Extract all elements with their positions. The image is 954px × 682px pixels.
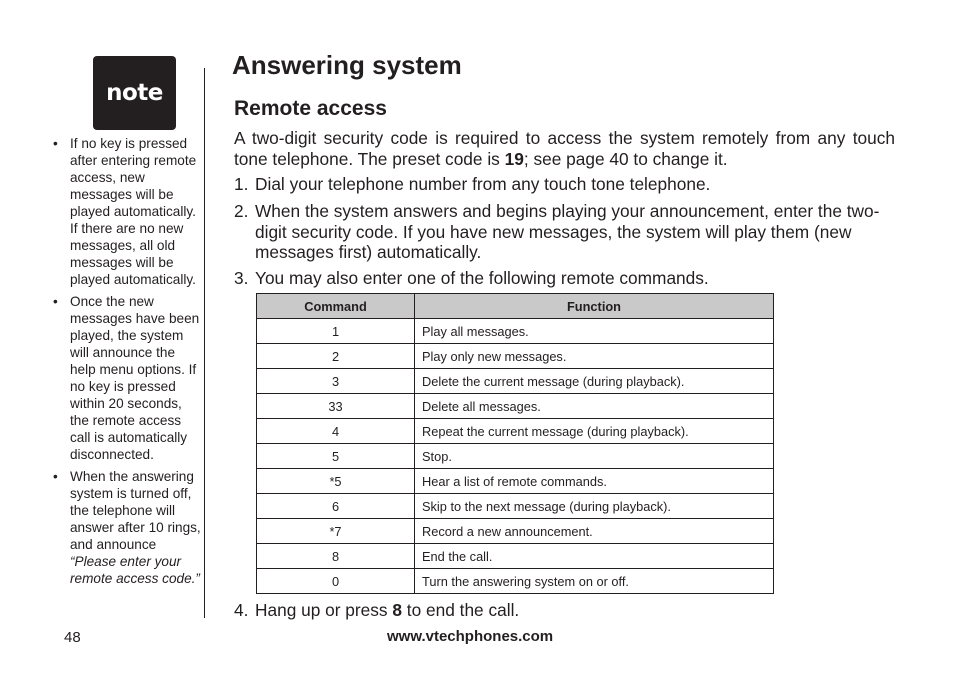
command-cell: 33 bbox=[257, 394, 415, 419]
command-cell: 6 bbox=[257, 494, 415, 519]
table-row bbox=[257, 419, 774, 444]
command-cell: *5 bbox=[257, 469, 415, 494]
page-number: 48 bbox=[64, 629, 81, 646]
table-row bbox=[257, 469, 774, 494]
step-2: 2. When the system answers and begins playing your announcement, enter the two-digit security code. If you have new messages, the system will play them (new messages first) automatically. bbox=[234, 201, 880, 262]
end-call-key: 8 bbox=[392, 600, 402, 620]
function-cell: Hear a list of remote commands. bbox=[415, 469, 774, 494]
sidebar-note: • Once the new messages have been played, the system will announce the help menu options. If no key is pressed within 20 seconds, the remote access call is automatically disconnected. bbox=[52, 293, 204, 463]
sidebar-note: • If no key is pressed after entering remote access, new messages will be played automatically. If there are no new messages, all old messages will be played automatically. bbox=[52, 135, 204, 288]
function-cell: Delete all messages. bbox=[415, 394, 774, 419]
function-cell: Skip to the next message (during playback). bbox=[415, 494, 774, 519]
note-badge: note bbox=[93, 56, 176, 130]
intro-paragraph: A two-digit security code is required to access the system remotely from any touch tone telephone. The preset code is 19; see page 40 to change it. bbox=[234, 128, 895, 169]
function-cell: Turn the answering system on or off. bbox=[415, 569, 774, 594]
table-row bbox=[257, 369, 774, 394]
sidebar-notes bbox=[52, 135, 204, 592]
remote-commands-table bbox=[256, 293, 774, 594]
command-cell: 8 bbox=[257, 544, 415, 569]
function-cell: Record a new announcement. bbox=[415, 519, 774, 544]
command-cell: 3 bbox=[257, 369, 415, 394]
function-cell: Stop. bbox=[415, 444, 774, 469]
table-row bbox=[257, 319, 774, 344]
function-cell: Play all messages. bbox=[415, 319, 774, 344]
table-row bbox=[257, 569, 774, 594]
command-cell: 5 bbox=[257, 444, 415, 469]
table-row bbox=[257, 444, 774, 469]
table-header-row bbox=[257, 294, 774, 319]
security-code: 19 bbox=[504, 148, 524, 169]
command-cell: 4 bbox=[257, 419, 415, 444]
sidebar-note: • When the answering system is turned off, the telephone will answer after 10 rings, and announce “Please enter your remote access code.” bbox=[52, 468, 204, 587]
sidebar-note-quote: “Please enter your remote access code.” bbox=[70, 554, 200, 586]
step-1: 1. Dial your telephone number from any touch tone telephone. bbox=[234, 174, 711, 194]
command-cell: 1 bbox=[257, 319, 415, 344]
table-row bbox=[257, 544, 774, 569]
command-cell: 2 bbox=[257, 344, 415, 369]
table-row bbox=[257, 344, 774, 369]
function-cell: End the call. bbox=[415, 544, 774, 569]
header-function: Function bbox=[415, 294, 774, 319]
header-command: Command bbox=[257, 294, 415, 319]
step-4: 4. Hang up or press 8 to end the call. bbox=[234, 600, 520, 620]
step-3: 3. You may also enter one of the following remote commands. bbox=[234, 268, 709, 288]
section-title: Remote access bbox=[234, 97, 387, 120]
function-cell: Play only new messages. bbox=[415, 344, 774, 369]
sidebar-divider bbox=[204, 68, 205, 618]
function-cell: Repeat the current message (during playback). bbox=[415, 419, 774, 444]
function-cell: Delete the current message (during playback). bbox=[415, 369, 774, 394]
page-title: Answering system bbox=[232, 50, 462, 80]
table-row bbox=[257, 519, 774, 544]
table-row bbox=[257, 394, 774, 419]
table-row bbox=[257, 494, 774, 519]
footer-url: www.vtechphones.com bbox=[387, 628, 554, 645]
command-cell: 0 bbox=[257, 569, 415, 594]
command-cell: *7 bbox=[257, 519, 415, 544]
